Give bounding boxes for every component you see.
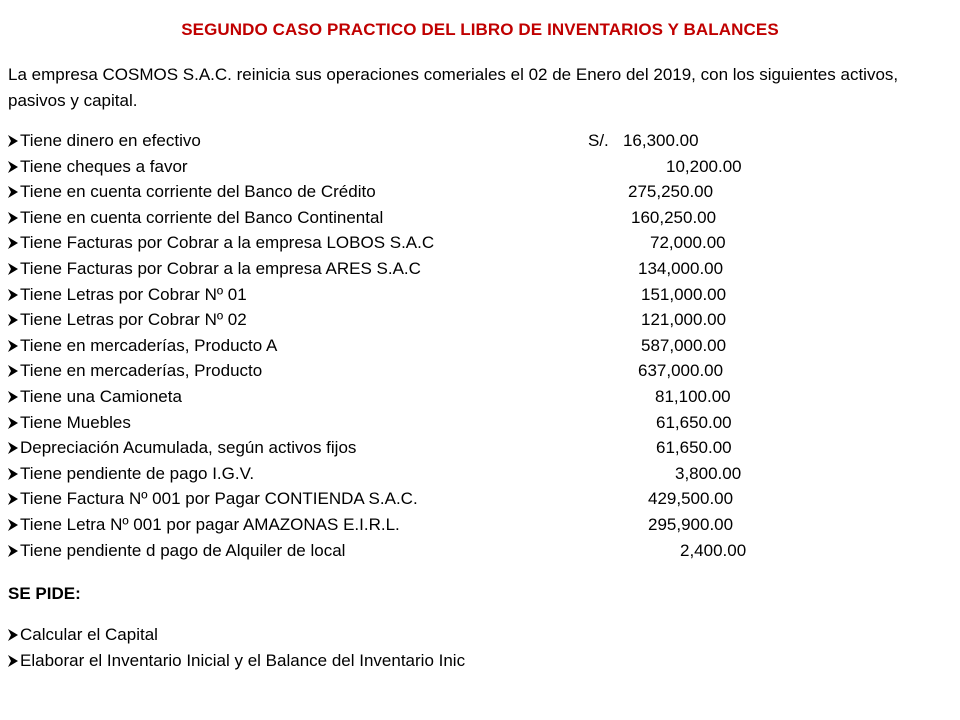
item-amount: 295,900.00 [648,514,734,534]
item-amount: 3,800.00 [675,463,742,483]
arrow-bullet-icon [8,365,18,377]
item-label: Tiene en mercaderías, Producto [20,361,263,381]
item-amount: 637,000.00 [638,361,724,381]
item-label: Tiene Facturas por Cobrar a la empresa ARES S.A.C [20,258,421,278]
arrow-bullet-icon [8,545,18,557]
item-amount: 160,250.00 [631,207,717,227]
item-label: Tiene en cuenta corriente del Banco Continental [20,207,384,227]
list-item [8,435,908,461]
arrow-bullet-icon [8,417,18,429]
list-item [8,282,908,308]
item-label: Tiene cheques a favor [20,156,188,176]
item-amount: 275,250.00 [628,182,714,202]
item-amount: 10,200.00 [666,156,742,176]
item-label: Tiene pendiente d pago de Alquiler de local [20,540,346,560]
item-amount: 61,650.00 [656,412,732,432]
task-list [8,622,465,674]
item-amount: 429,500.00 [648,489,734,509]
arrow-bullet-icon [8,135,18,147]
item-label: Tiene Muebles [20,412,131,432]
list-item [8,205,908,231]
task-label: Calcular el Capital [20,625,158,644]
arrow-bullet-icon [8,314,18,326]
arrow-bullet-icon [8,212,18,224]
list-item [8,538,908,564]
item-amount: 151,000.00 [641,284,727,304]
se-pide-heading: SE PIDE: [8,584,81,603]
item-label: Tiene Letras por Cobrar Nº 02 [20,310,247,330]
arrow-bullet-icon [8,655,18,667]
item-label: Tiene en mercaderías, Producto A [20,335,278,355]
item-label: Depreciación Acumulada, según activos fijos [20,438,357,458]
item-label: Tiene Facturas por Cobrar a la empresa LOBOS S.A.C [20,233,435,253]
item-amount: 2,400.00 [680,540,747,560]
item-label: Tiene Letra Nº 001 por pagar AMAZONAS E.I.R.L. [20,514,400,534]
list-item [8,333,908,359]
item-amount: 81,100.00 [655,386,731,406]
arrow-bullet-icon [8,519,18,531]
item-amount: 121,000.00 [641,310,727,330]
item-label: Tiene Letras por Cobrar Nº 01 [20,284,247,304]
arrow-bullet-icon [8,340,18,352]
item-amount: 587,000.00 [641,335,727,355]
list-item [8,461,908,487]
list-item [8,230,908,256]
arrow-bullet-icon [8,161,18,173]
item-amount: 61,650.00 [656,438,732,458]
page-title: SEGUNDO CASO PRACTICO DEL LIBRO DE INVENTARIOS Y BALANCES [181,20,779,39]
list-item [8,307,908,333]
item-amount: 72,000.00 [650,233,726,253]
arrow-bullet-icon [8,629,18,641]
item-label: Tiene una Camioneta [20,386,182,406]
intro-paragraph: La empresa COSMOS S.A.C. reinicia sus operaciones comeriales el 02 de Enero del 2019, con los siguientes activos, pasivos y capital. [8,65,899,110]
arrow-bullet-icon [8,186,18,198]
item-amount: 134,000.00 [638,258,724,278]
arrow-bullet-icon [8,289,18,301]
arrow-bullet-icon [8,468,18,480]
list-item [8,358,908,384]
item-label: Tiene en cuenta corriente del Banco de Crédito [20,182,376,202]
item-label: Tiene pendiente de pago I.G.V. [20,463,255,483]
task-label: Elaborar el Inventario Inicial y el Balance del Inventario Inic [20,651,466,670]
arrow-bullet-icon [8,493,18,505]
item-label: Tiene dinero en efectivo [20,131,201,150]
arrow-bullet-icon [8,237,18,249]
list-item [8,486,908,512]
list-item [8,648,465,674]
list-item [8,410,908,436]
list-item [8,622,465,648]
item-label: Tiene Factura Nº 001 por Pagar CONTIENDA S.A.C. [20,489,418,509]
list-item [8,154,908,180]
list-item [8,512,908,538]
item-amount: S/. 16,300.00 [588,131,699,150]
list-item [8,384,908,410]
arrow-bullet-icon [8,442,18,454]
list-item [8,256,908,282]
arrow-bullet-icon [8,263,18,275]
asset-liability-list [8,128,908,563]
list-item [8,128,908,154]
list-item [8,179,908,205]
arrow-bullet-icon [8,391,18,403]
